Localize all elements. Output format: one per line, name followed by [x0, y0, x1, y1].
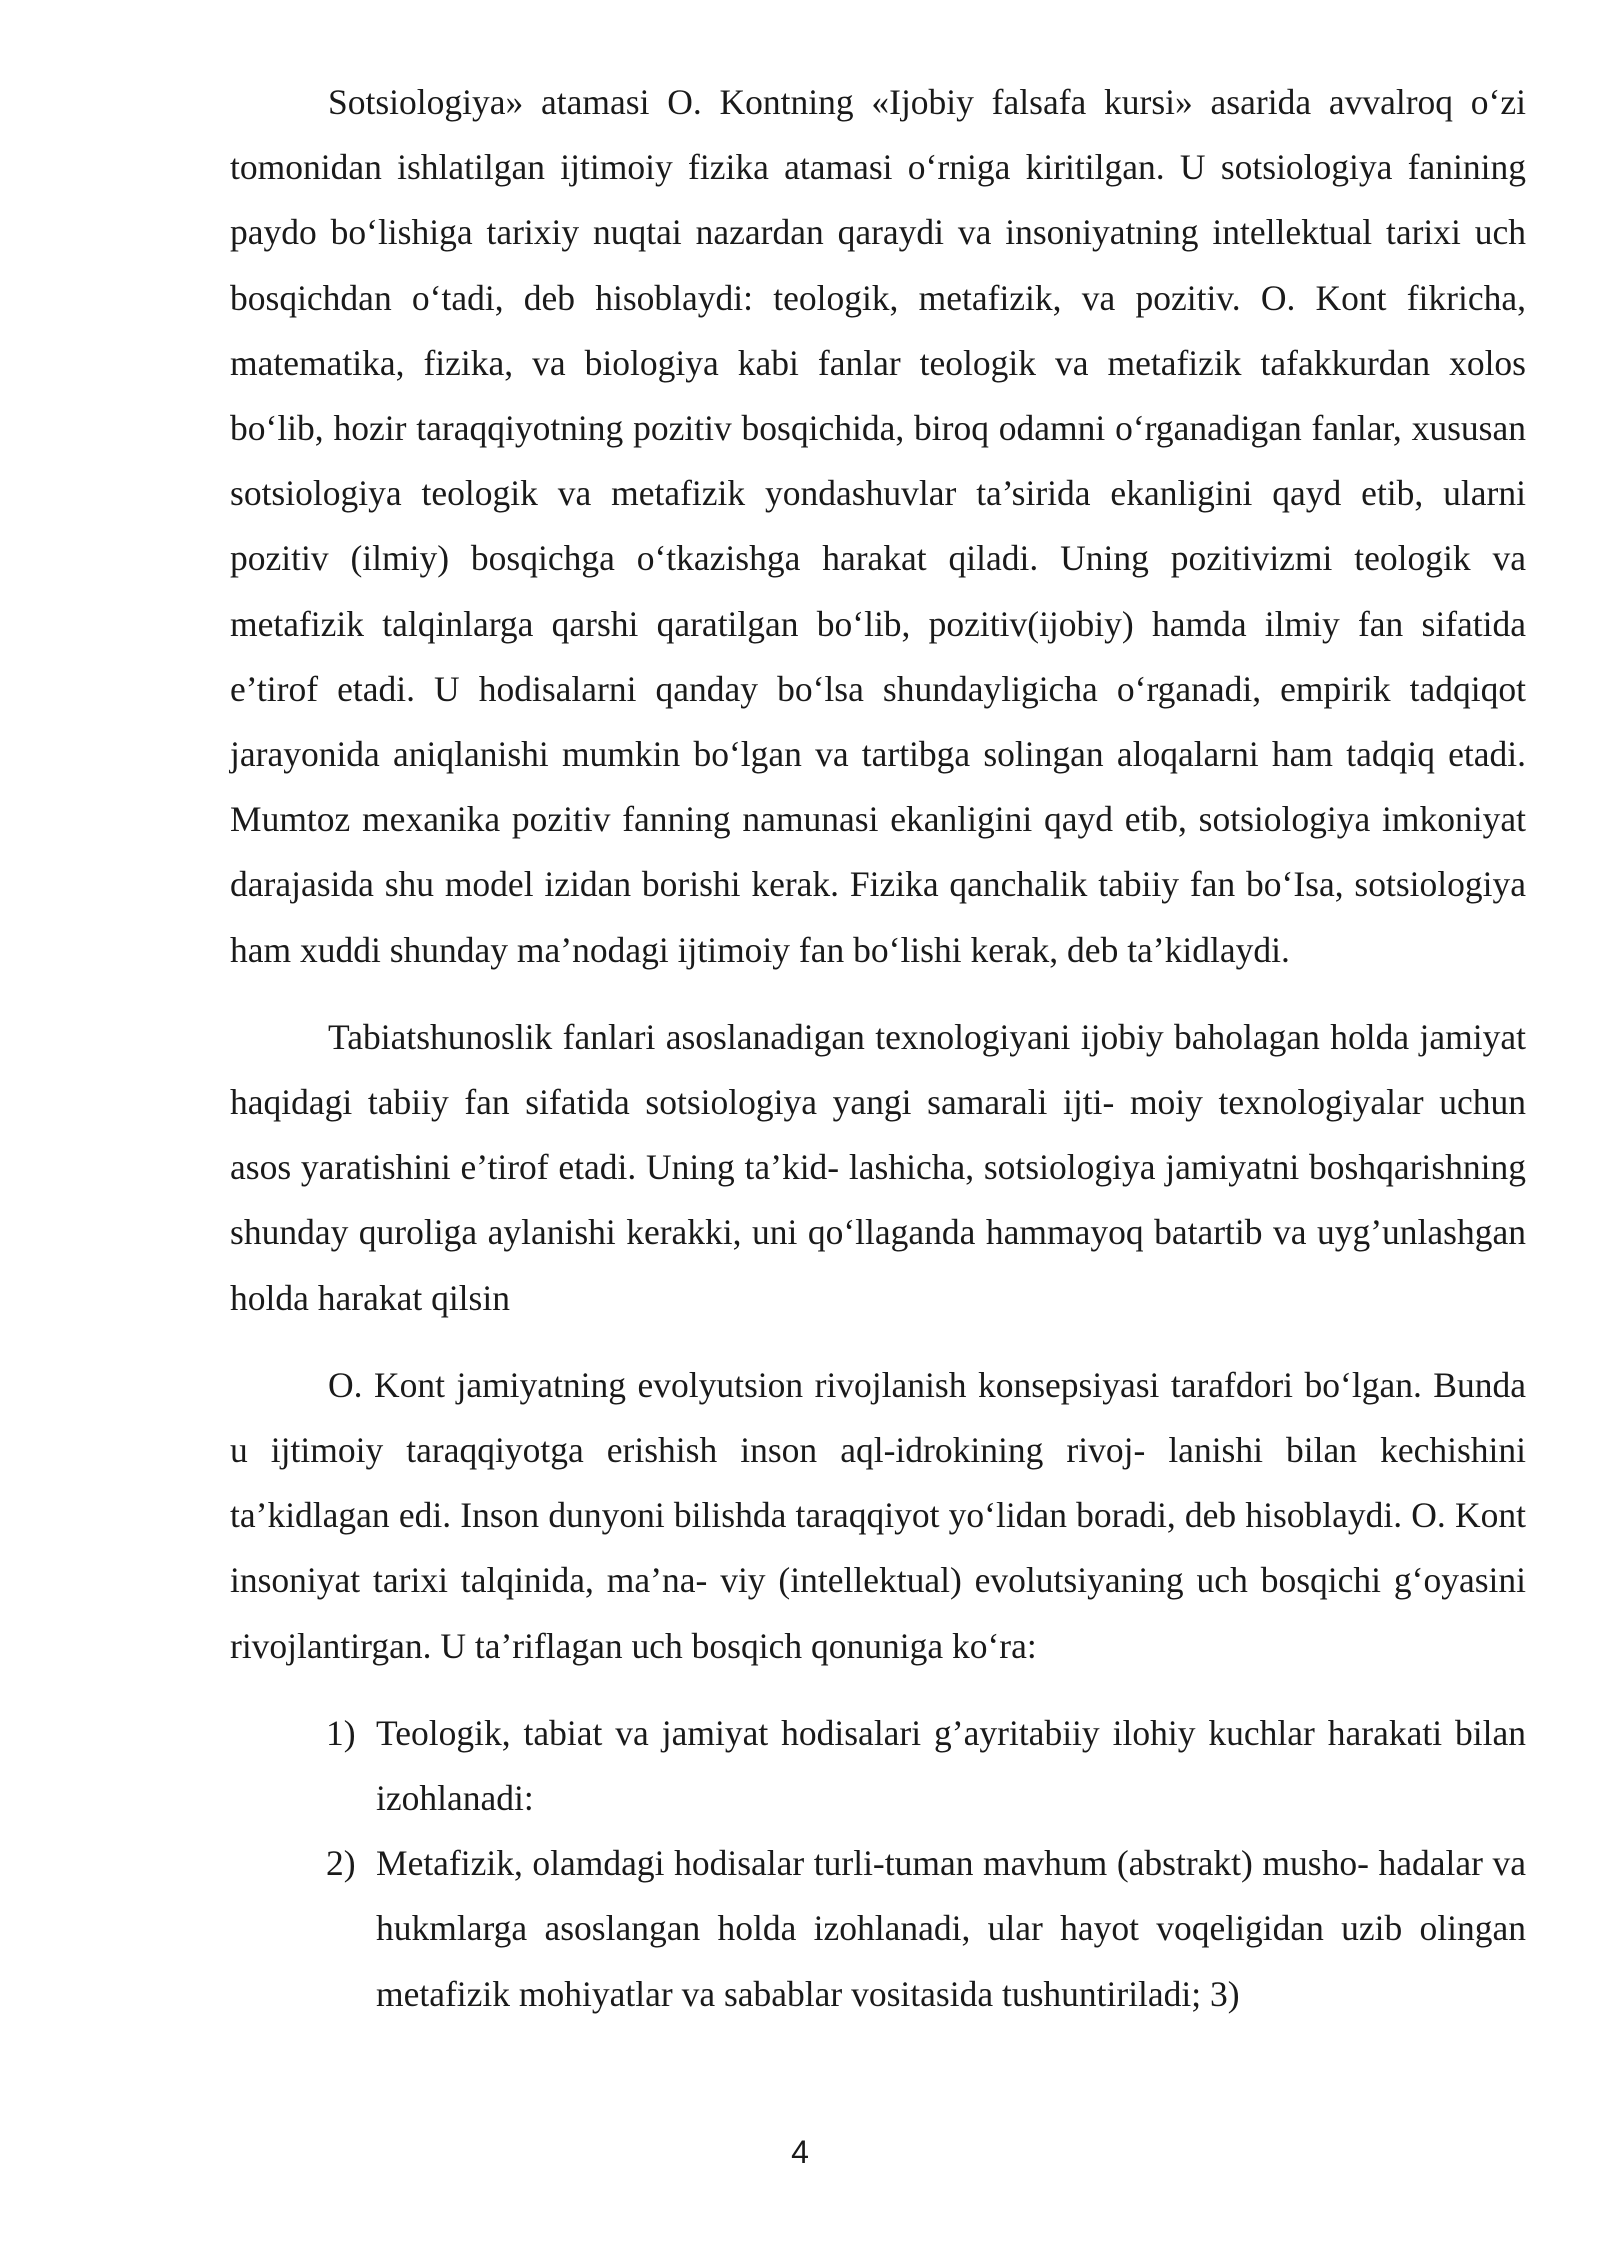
list-item-number: 2)	[326, 1843, 356, 1884]
numbered-list	[230, 1701, 1526, 2027]
paragraph-1: Sotsiologiya» atamasi O. Kontning «Ijobiy falsafa kursi» asarida avvalroq o‘zi tomonidan ishlatilgan ijtimoiy fizika atamasi o‘rniga kiritilgan. U sotsiologiya fanining paydo bo‘lishiga tarixiy nuqtai nazardan qaraydi va insoniyatning intellektual tarixi uch bosqichdan o‘tadi, deb hisoblaydi: teologik, metafizik, va pozitiv. O. Kont fikricha, matematika, fizika, va biologiya kabi fanlar teologik va metafizik tafakkurdan xolos bo‘lib, hozir taraqqiyotning pozitiv bosqichida, biroq odamni o‘rganadigan fanlar, xususan sotsiologiya teologik va metafizik yondashuvlar ta’sirida ekanligini qayd etib, ularni pozitiv (ilmiy) bosqichga o‘tkazishga harakat qiladi. Uning pozitivizmi teologik va metafizik talqinlarga qarshi qaratilgan bo‘lib, pozitiv(ijobiy) hamda ilmiy fan sifatida e’tirof etadi. U hodisalarni qanday bo‘lsa shundayligicha o‘rganadi, empirik tadqiqot jarayonida aniqlanishi mumkin bo‘lgan va tartibga solingan aloqalarni ham tadqiq etadi. Mumtoz mexanika pozitiv fanning namunasi ekanligini qayd etib, sotsiologiya imkoniyat darajasida shu model izidan borishi kerak. Fizika qanchalik tabiiy fan bo‘Isa, sotsiologiya ham xuddi shunday ma’nodagi ijtimoiy fan bo‘lishi kerak, deb ta’kidlaydi.	[230, 82, 1526, 970]
list-item-text: Teologik, tabiat va jamiyat hodisalari g’ayritabiiy ilohiy kuchlar harakati bilan izohlanadi:	[376, 1712, 1526, 1819]
list-item	[230, 1831, 1526, 2027]
paragraph-3: O. Kont jamiyatning evolyutsion rivojlanish konsepsiyasi tarafdori bo‘lgan. Bunda u ijtimoiy taraqqiyotga erishish inson aql-idrokining rivoj- lanishi bilan kechishini ta’kidlagan edi. Inson dunyoni bilishda taraqqiyot yo‘lidan boradi, deb hisoblaydi. O. Kont insoniyat tarixi talqinida, ma’na- viy (intellektual) evolutsiyaning uch bosqichi g‘oyasini rivojlantirgan. U ta’riflagan uch bosqich qonuniga ko‘ra:	[230, 1364, 1526, 1666]
list-item-number: 1)	[326, 1712, 356, 1753]
list-item	[230, 1701, 1526, 1831]
document-page	[230, 70, 1526, 2027]
paragraph-2: Tabiatshunoslik fanlari asoslanadigan texnologiyani ijobiy baholagan holda jamiyat haqidagi tabiiy fan sifatida sotsiologiya yangi samarali ijti- moiy texnologiyalar uchun asos yaratishini e’tirof etadi. Uning ta’kid- lashicha, sotsiologiya jamiyatni boshqarishning shunday quroliga aylanishi kerakki, uni qo‘llaganda hammayoq batartib va uyg’unlashgan holda harakat qilsin	[230, 1016, 1526, 1318]
page-number: 4	[791, 2134, 809, 2170]
list-item-text: Metafizik, olamdagi hodisalar turli-tuman mavhum (abstrakt) musho- hadalar va hukmlarga asoslangan holda izohlanadi, ular hayot voqeligidan uzib olingan metafizik mohiyatlar va sabablar vositasida tushuntiriladi; 3)	[376, 1843, 1526, 2014]
